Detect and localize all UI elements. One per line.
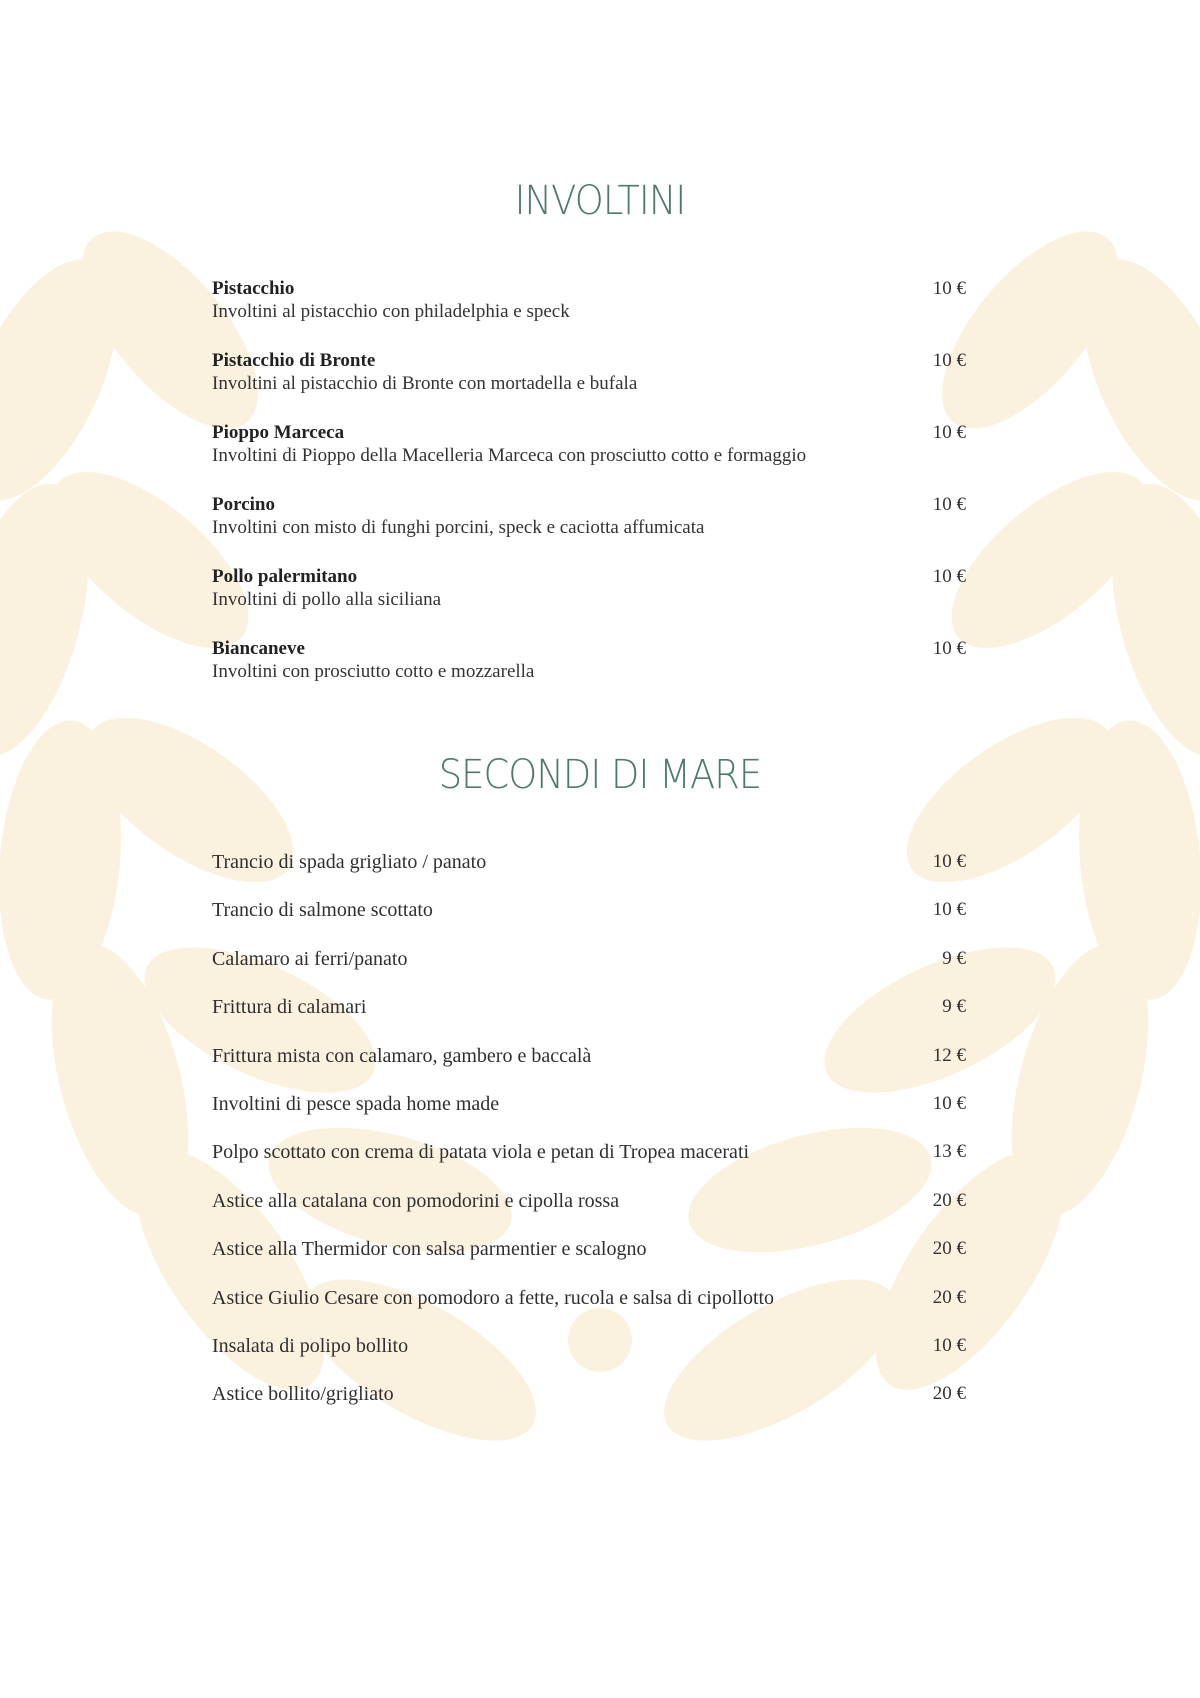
menu-item — [212, 1334, 966, 1382]
item-name: Trancio di spada grigliato / panato — [212, 851, 487, 873]
item-price: 13 € — [932, 1141, 966, 1163]
menu-item — [212, 1140, 966, 1188]
item-price: 20 € — [932, 1189, 966, 1211]
item-name: Pollo palermitano — [212, 566, 358, 587]
menu-item — [212, 1382, 966, 1430]
item-price: 9 € — [942, 947, 966, 969]
menu-item — [212, 494, 966, 566]
item-price: 10 € — [932, 638, 966, 659]
item-price: 10 € — [932, 278, 966, 299]
item-description: Involtini di pollo alla siciliana — [212, 589, 442, 610]
item-price: 10 € — [932, 350, 966, 371]
item-name: Pistacchio — [212, 278, 295, 299]
menu-item — [212, 995, 966, 1043]
item-name: Involtini di pesce spada home made — [212, 1092, 500, 1115]
section-title-involtini: INVOLTINI — [514, 178, 686, 224]
item-price: 10 € — [932, 566, 966, 587]
item-price: 20 € — [932, 1286, 966, 1308]
item-price: 10 € — [932, 1334, 966, 1356]
section-title-secondi-di-mare: SECONDI DI MARE — [438, 752, 762, 798]
item-price: 10 € — [932, 1092, 966, 1114]
item-price: 9 € — [942, 996, 966, 1018]
menu-item — [212, 566, 966, 638]
menu-item — [212, 1189, 966, 1237]
item-name: Frittura di calamari — [212, 996, 367, 1019]
item-name: Porcino — [212, 494, 275, 515]
menu-item — [212, 1286, 966, 1334]
item-price: 10 € — [932, 899, 966, 921]
item-name: Insalata di polipo bollito — [212, 1334, 409, 1357]
item-name: Astice Giulio Cesare con pomodoro a fette, rucola e salsa di cipollotto — [212, 1286, 775, 1309]
item-price: 10 € — [932, 422, 966, 443]
item-name: Polpo scottato con crema di patata viola e petan di Tropea macerati — [212, 1141, 750, 1164]
secondi-di-mare-list — [212, 850, 966, 1431]
item-description: Involtini di Pioppo della Macelleria Marceca con prosciutto cotto e formaggio — [212, 445, 807, 466]
item-name: Astice alla Thermidor con salsa parmentier e scalogno — [212, 1238, 647, 1261]
item-name: Pistacchio di Bronte — [212, 350, 376, 371]
menu-item — [212, 350, 966, 422]
item-name: Astice bollito/grigliato — [212, 1383, 394, 1406]
item-name: Frittura mista con calamaro, gambero e baccalà — [212, 1044, 592, 1067]
item-name: Pioppo Marceca — [212, 422, 345, 443]
item-description: Involtini con misto di funghi porcini, speck e caciotta affumicata — [212, 517, 705, 538]
menu-item — [212, 947, 966, 995]
menu-item — [212, 1237, 966, 1285]
item-price: 20 € — [932, 1238, 966, 1260]
item-price: 10 € — [932, 851, 966, 872]
menu-item — [212, 278, 966, 350]
involtini-list — [212, 278, 966, 710]
menu-item — [212, 422, 966, 494]
menu-item — [212, 1044, 966, 1092]
item-name: Trancio di salmone scottato — [212, 899, 433, 922]
menu-item — [212, 1092, 966, 1140]
item-name: Calamaro ai ferri/panato — [212, 947, 408, 970]
item-price: 10 € — [932, 494, 966, 515]
item-description: Involtini al pistacchio di Bronte con mortadella e bufala — [212, 373, 638, 394]
item-price: 12 € — [932, 1044, 966, 1066]
item-name: Biancaneve — [212, 638, 305, 659]
menu-item — [212, 638, 966, 710]
menu-item — [212, 850, 966, 898]
item-price: 20 € — [932, 1383, 966, 1405]
item-name: Astice alla catalana con pomodorini e cipolla rossa — [212, 1189, 620, 1212]
item-description: Involtini al pistacchio con philadelphia e speck — [212, 301, 570, 322]
menu-item — [212, 898, 966, 946]
item-description: Involtini con prosciutto cotto e mozzarella — [212, 661, 535, 682]
